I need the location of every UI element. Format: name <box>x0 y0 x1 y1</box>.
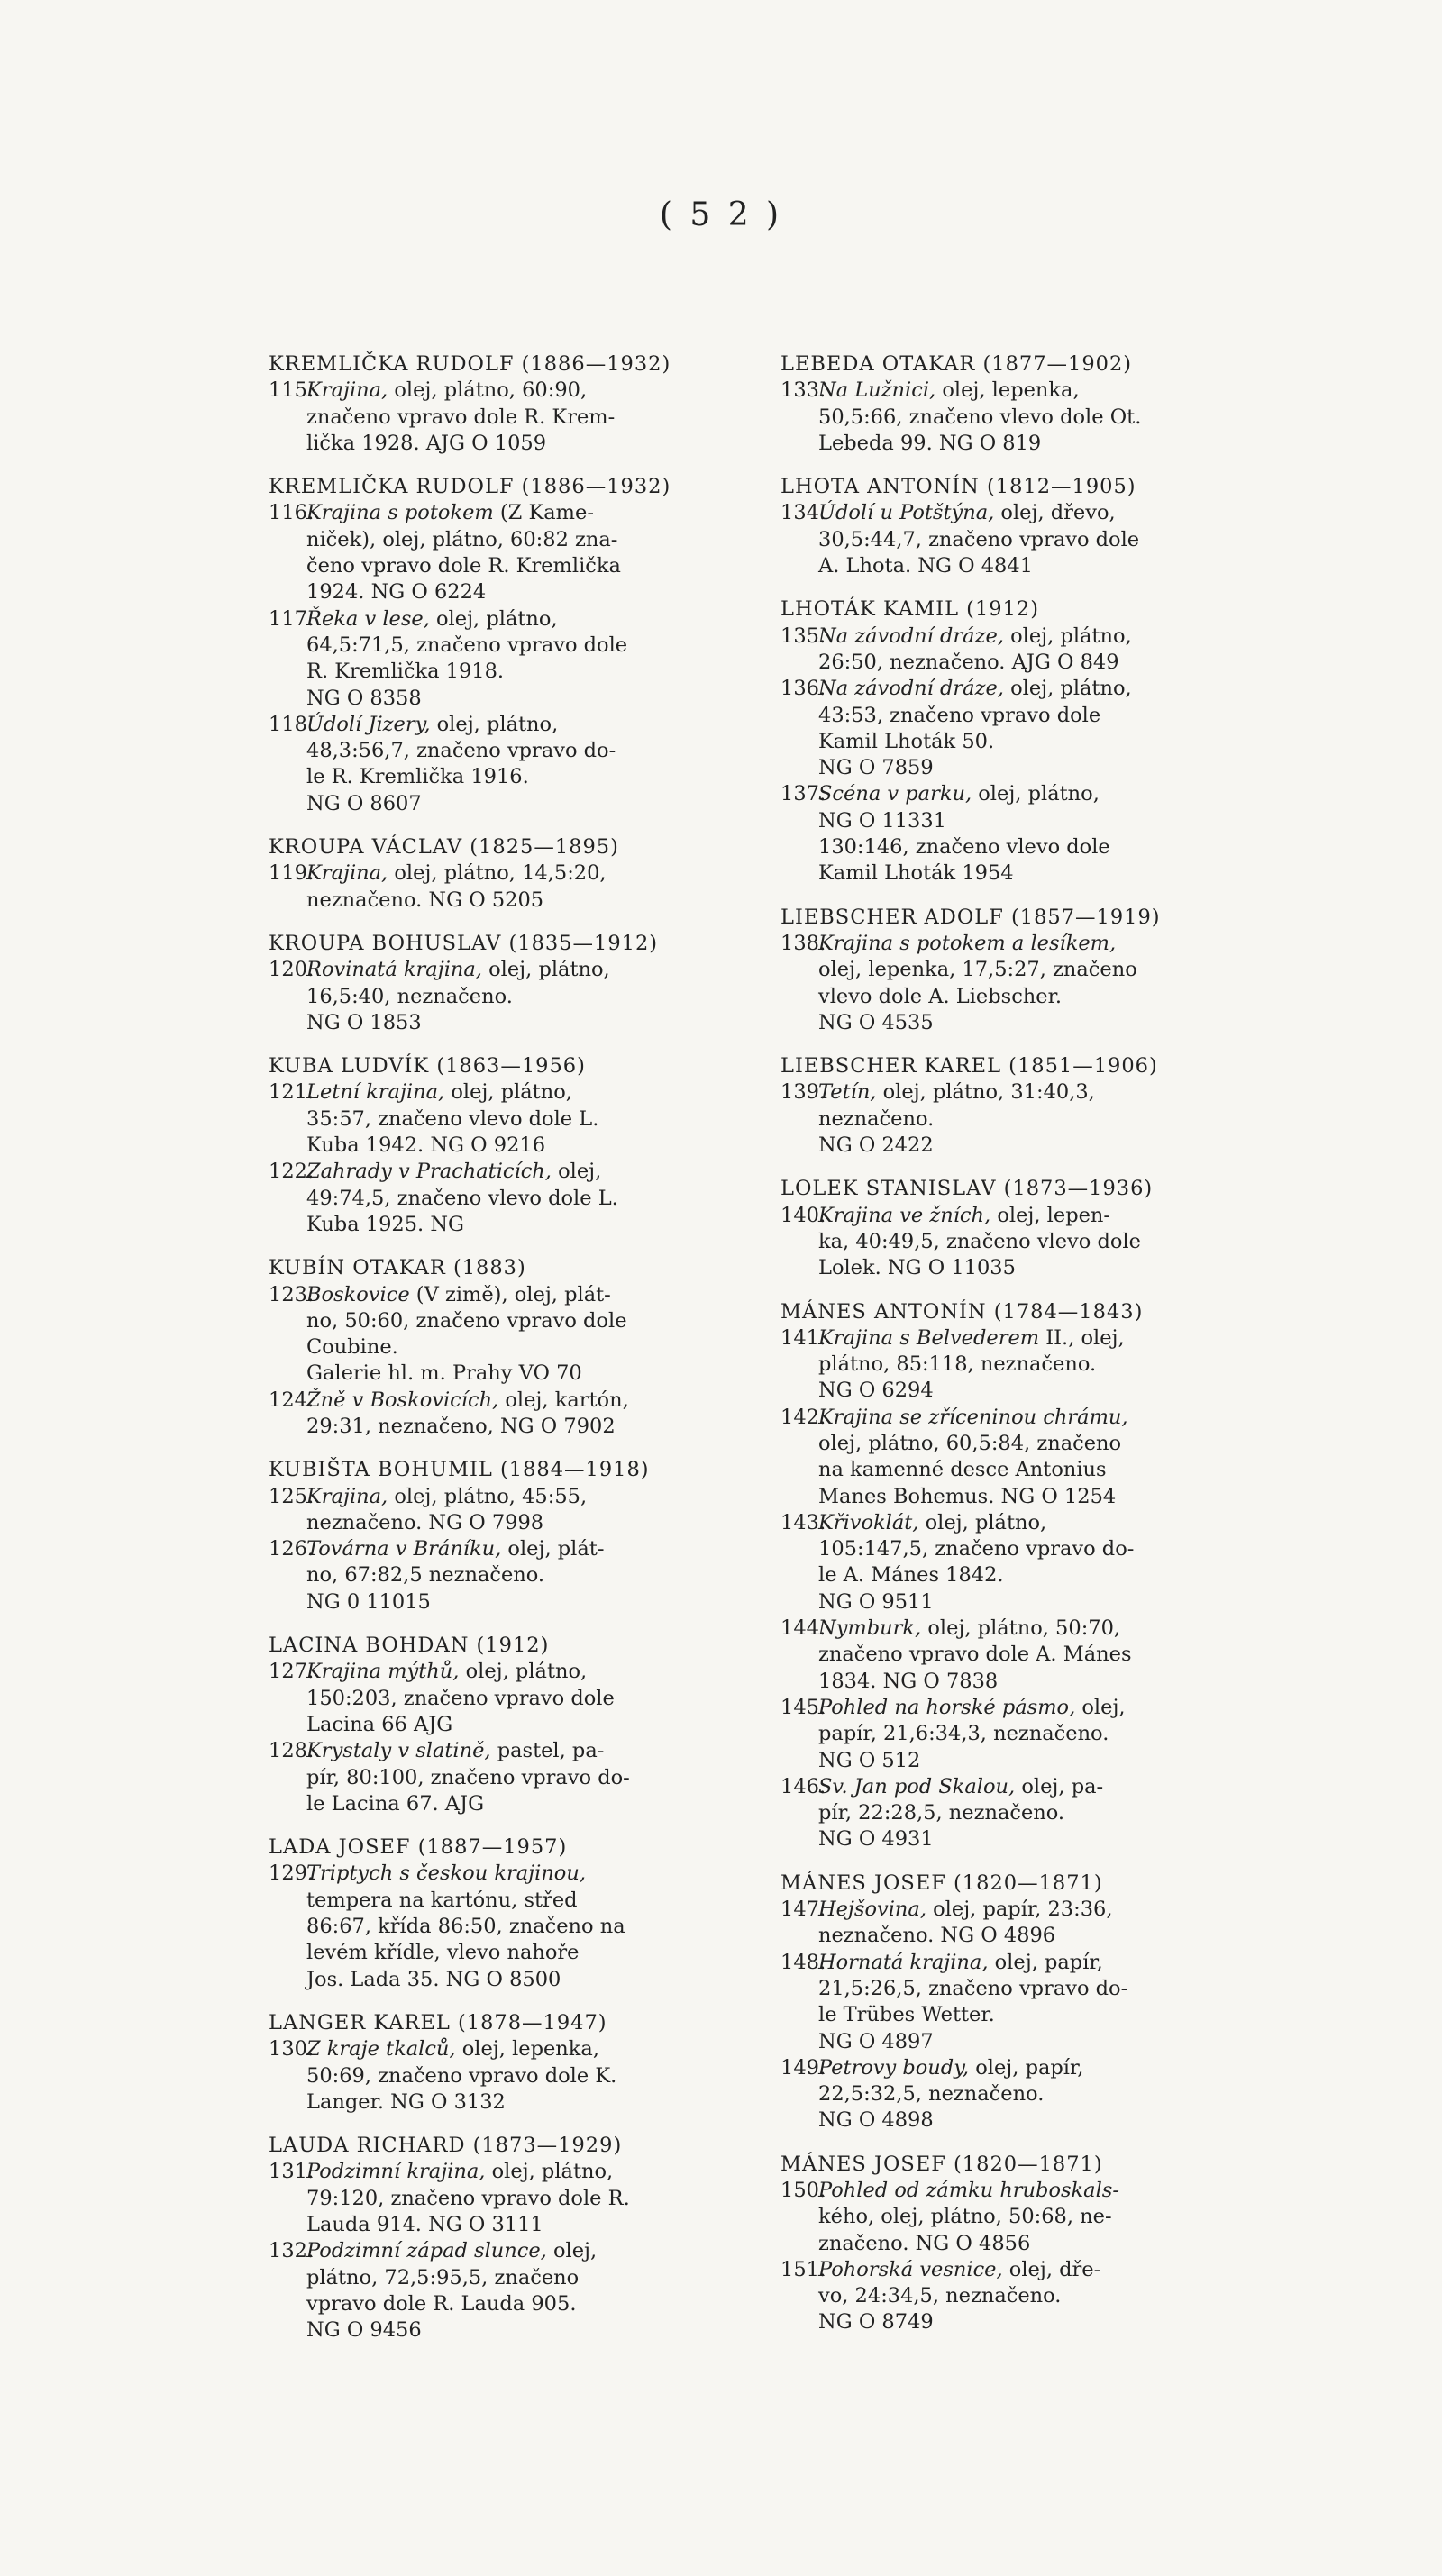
entry-text <box>306 1388 719 1441</box>
entry-detail: Kuba 1925. NG <box>306 1212 465 1236</box>
artist-heading: KUBÍN OTAKAR (1883) <box>269 1256 526 1280</box>
artwork-title: Pohled od zámku hruboskals- <box>818 2179 1119 2202</box>
catalog-entry <box>780 500 1231 579</box>
entry-detail: ka, 40:49,5, značeno vlevo dole <box>818 1229 1141 1253</box>
entry-number: 122. <box>269 1160 315 1184</box>
entry-detail: olej, kartón, <box>498 1388 629 1412</box>
entry-detail: NG O 4931 <box>818 1827 934 1852</box>
entry-text <box>306 1282 719 1388</box>
artwork-title: Petrovy boudy, <box>818 2055 970 2080</box>
artwork-title: Řeka v lese, <box>306 606 430 631</box>
left-column <box>269 351 719 2344</box>
entry-detail: olej, plátno, <box>481 958 610 982</box>
catalog-entry <box>269 1738 719 1817</box>
entry-detail: le A. Mánes 1842. <box>818 1563 1004 1588</box>
catalog-entry <box>269 1282 719 1388</box>
entry-number: 140. <box>780 1203 826 1227</box>
catalog-entry <box>269 606 719 712</box>
entry-detail: no, 50:60, značeno vpravo dole <box>306 1308 627 1333</box>
entry-detail: Langer. NG O 3132 <box>306 2089 506 2114</box>
entry-text <box>306 1484 719 1537</box>
artwork-title: Rovinatá krajina, <box>306 958 482 982</box>
entry-text <box>818 500 1231 579</box>
catalog-entry <box>780 2178 1231 2257</box>
entry-detail: le Trübes Wetter. <box>818 2003 995 2027</box>
entry-detail: neznačeno. NG O 4896 <box>818 1924 1056 1948</box>
entry-text <box>306 712 719 817</box>
entry-detail: NG O 9456 <box>306 2318 422 2343</box>
entry-number: 120. <box>269 958 315 982</box>
entry-detail: NG O 6294 <box>818 1379 934 1403</box>
entry-detail: vo, 24:34,5, neznačeno. <box>818 2284 1062 2308</box>
entry-detail: Lolek. NG O 11035 <box>818 1256 1016 1280</box>
entry-detail: papír, 21,6:34,3, neznačeno. <box>818 1722 1109 1746</box>
catalog-entry <box>269 1861 719 1992</box>
entry-text <box>818 781 1231 887</box>
artist-heading: KUBA LUDVÍK (1863—1956) <box>269 1054 586 1079</box>
entry-text <box>818 1405 1231 1510</box>
entry-detail: neznačeno. <box>818 1106 935 1131</box>
entry-text <box>818 1616 1231 1695</box>
entry-detail: olej, plátno, 60:90, <box>388 378 588 403</box>
catalog-entry <box>269 2159 719 2238</box>
entry-detail: olej, plátno, <box>485 2160 614 2184</box>
artist-heading: KROUPA VÁCLAV (1825—1895) <box>269 835 619 860</box>
catalog-entry <box>780 1325 1231 1405</box>
entry-detail: Coubine. <box>306 1335 398 1360</box>
artwork-title: Pohled na horské pásmo, <box>818 1695 1076 1719</box>
entry-number: 148. <box>780 1950 826 1974</box>
entry-detail: le R. Kremlička 1916. <box>306 765 529 789</box>
entry-detail: pír, 80:100, značeno vpravo do- <box>306 1765 630 1789</box>
catalog-entry <box>780 378 1231 457</box>
artist-heading: LIEBSCHER ADOLF (1857—1919) <box>780 905 1161 929</box>
artist-heading: KROUPA BOHUSLAV (1835—1912) <box>269 931 659 955</box>
entry-number: 145. <box>780 1695 826 1719</box>
entry-number: 115. <box>269 378 315 403</box>
entry-detail: vpravo dole R. Lauda 905. <box>306 2291 577 2316</box>
entry-text <box>818 624 1231 677</box>
entry-text <box>306 1536 719 1616</box>
entry-number: 138. <box>780 931 826 955</box>
entry-number: 132. <box>269 2239 315 2263</box>
entry-detail: olej, plátno, <box>429 606 558 631</box>
artwork-title: Boskovice <box>306 1282 410 1306</box>
artist-heading: LOLEK STANISLAV (1873—1936) <box>780 1177 1154 1201</box>
entry-detail: 64,5:71,5, značeno vpravo dole <box>306 633 628 657</box>
entry-detail: II., olej, <box>1039 1325 1125 1350</box>
entry-text <box>306 957 719 1036</box>
entry-number: 137. <box>780 782 826 806</box>
artwork-title: Krajina, <box>306 378 388 403</box>
entry-number: 133. <box>780 378 826 403</box>
artwork-title: Podzimní krajina, <box>306 2160 486 2184</box>
entry-detail: NG O 8749 <box>818 2310 934 2335</box>
entry-detail: značeno vpravo dole A. Mánes <box>818 1643 1132 1667</box>
artwork-title: Na Lužnici, <box>818 378 936 403</box>
entry-detail: 26:50, neznačeno. AJG O 849 <box>818 650 1119 674</box>
entry-number: 121. <box>269 1080 315 1105</box>
artist-heading: LADA JOSEF (1887—1957) <box>269 1835 568 1860</box>
entry-detail: olej, lepenka, <box>455 2037 599 2062</box>
entry-detail: olej, plátno, 14,5:20, <box>388 861 607 886</box>
artwork-title: Zahrady v Prachaticích, <box>306 1160 552 1184</box>
entry-text <box>818 1695 1231 1774</box>
catalog-entry <box>780 1510 1231 1616</box>
entry-text <box>306 378 719 457</box>
artist-heading: KREMLIČKA RUDOLF (1886—1932) <box>269 475 671 499</box>
entry-detail: olej, plátno, <box>444 1080 572 1105</box>
entry-text <box>306 1861 719 1992</box>
artwork-title: Hejšovina, <box>818 1898 926 1922</box>
entry-number: 143. <box>780 1510 826 1534</box>
entry-number: 125. <box>269 1484 315 1508</box>
artwork-title: Letní krajina, <box>306 1080 445 1105</box>
entry-number: 149. <box>780 2055 826 2080</box>
entry-detail: olej, plátno, 60,5:84, značeno <box>818 1431 1122 1455</box>
entry-detail: olej, pa- <box>1015 1774 1104 1798</box>
entry-detail: NG O 4535 <box>818 1010 934 1034</box>
entry-detail: olej, plátno, 50:70, <box>921 1616 1121 1641</box>
entry-detail: olej, papír, <box>969 2055 1084 2080</box>
entry-detail: olej, <box>551 1160 602 1184</box>
catalog-entry <box>269 1659 719 1738</box>
entry-detail: Kamil Lhoták 50. <box>818 729 995 753</box>
entry-detail: plátno, 72,5:95,5, značeno <box>306 2265 580 2289</box>
entry-number: 151. <box>780 2257 826 2281</box>
entry-number: 150. <box>780 2179 826 2202</box>
entry-detail: olej, dřevo, <box>994 501 1116 525</box>
entry-detail: olej, lepen- <box>990 1203 1111 1227</box>
artwork-title: Žně v Boskovicích, <box>306 1388 499 1412</box>
artwork-title: Sv. Jan pod Skalou, <box>818 1774 1016 1798</box>
artwork-title: Z kraje tkalců, <box>306 2037 456 2062</box>
entry-text <box>306 2036 719 2116</box>
entry-detail: NG 0 11015 <box>306 1589 431 1614</box>
catalog-entry <box>780 1950 1231 2055</box>
entry-detail: olej, lepenka, <box>935 378 1080 403</box>
entry-number: 116. <box>269 501 315 525</box>
catalog-entry <box>780 1203 1231 1282</box>
entry-text <box>306 1738 719 1817</box>
catalog-entry <box>269 1536 719 1616</box>
entry-detail: Kamil Lhoták 1954 <box>818 861 1014 886</box>
catalog-entry <box>269 957 719 1036</box>
artist-heading: LAUDA RICHARD (1873—1929) <box>269 2134 623 2158</box>
entry-text <box>818 1079 1231 1159</box>
entry-number: 146. <box>780 1774 826 1798</box>
artwork-title: Nymburk, <box>818 1616 922 1641</box>
entry-text <box>818 1203 1231 1282</box>
artwork-title: Údolí u Potštýna, <box>818 501 995 525</box>
entry-detail: 43:53, značeno vpravo dole <box>818 703 1101 727</box>
entry-detail: NG O 512 <box>818 1748 921 1772</box>
catalog-entry <box>780 1897 1231 1950</box>
entry-detail: neznačeno. NG O 7998 <box>306 1510 544 1534</box>
entry-detail: 1924. NG O 6224 <box>306 580 487 605</box>
entry-number: 139. <box>780 1080 826 1105</box>
entry-text <box>818 931 1231 1036</box>
entry-detail: olej, lepenka, 17,5:27, značeno <box>818 958 1137 982</box>
entry-number: 136. <box>780 677 826 701</box>
entry-detail: Lebeda 99. NG O 819 <box>818 431 1042 455</box>
entry-text <box>818 676 1231 781</box>
catalog-entry <box>269 1484 719 1537</box>
entry-text <box>818 1510 1231 1616</box>
artwork-title: Krajina s potokem a lesíkem, <box>818 931 1117 955</box>
entry-text <box>818 378 1231 457</box>
entry-detail: 29:31, neznačeno, NG O 7902 <box>306 1414 616 1438</box>
artwork-title: Tetín, <box>818 1080 877 1105</box>
entry-number: 117. <box>269 606 315 631</box>
catalog-entry <box>780 1774 1231 1853</box>
entry-detail: olej, plátno, 45:55, <box>388 1484 588 1508</box>
catalog-entry <box>269 712 719 817</box>
entry-detail: NG O 2422 <box>818 1133 934 1158</box>
entry-detail: olej, plátno, <box>459 1660 588 1684</box>
entry-detail: pír, 22:28,5, neznačeno. <box>818 1801 1065 1825</box>
entry-detail: značeno. NG O 4856 <box>818 2231 1031 2255</box>
entry-number: 142. <box>780 1405 826 1429</box>
entry-detail: Manes Bohemus. NG O 1254 <box>818 1484 1117 1508</box>
entry-detail: olej, dře- <box>1002 2257 1101 2281</box>
entry-text <box>818 2055 1231 2135</box>
entry-detail: tempera na kartónu, střed <box>306 1888 578 1912</box>
entry-detail: pastel, pa- <box>490 1739 605 1763</box>
artwork-title: Scéna v parku, <box>818 782 972 806</box>
entry-detail: neznačeno. NG O 5205 <box>306 887 544 912</box>
entry-number: 118. <box>269 712 315 736</box>
artist-heading: MÁNES JOSEF (1820—1871) <box>780 2152 1103 2176</box>
entry-detail: NG O 1853 <box>306 1010 422 1034</box>
artwork-title: Krajina se zříceninou chrámu, <box>818 1405 1128 1429</box>
catalog-entry <box>780 2055 1231 2135</box>
right-column <box>780 351 1231 2336</box>
catalog-entry <box>269 500 719 605</box>
artist-heading: MÁNES ANTONÍN (1784—1843) <box>780 1299 1144 1324</box>
entry-detail: NG O 9511 <box>818 1589 934 1614</box>
entry-text <box>818 1774 1231 1853</box>
entry-text <box>306 1079 719 1159</box>
artwork-title: Triptych s českou krajinou, <box>306 1861 587 1886</box>
entry-detail: olej, plátno, <box>1003 677 1132 701</box>
artwork-title: Krystaly v slatině, <box>306 1739 491 1763</box>
entry-detail: 30,5:44,7, značeno vpravo dole <box>818 527 1140 551</box>
entry-detail: 130:146, značeno vlevo dole <box>818 835 1110 860</box>
entry-detail: A. Lhota. NG O 4841 <box>818 554 1033 578</box>
catalog-entry <box>269 860 719 914</box>
catalog-entry <box>269 2036 719 2116</box>
catalog-entry <box>269 1159 719 1238</box>
artist-heading: LIEBSCHER KAREL (1851—1906) <box>780 1054 1158 1079</box>
entry-detail: 48,3:56,7, značeno vpravo do- <box>306 739 616 763</box>
entry-detail: plátno, 85:118, neznačeno. <box>818 1352 1097 1377</box>
entry-detail: (V zimě), olej, plát- <box>409 1282 611 1306</box>
entry-number: 135. <box>780 624 826 648</box>
artwork-title: Na závodní dráze, <box>818 624 1004 648</box>
entry-detail: olej, plátno, <box>972 782 1100 806</box>
entry-number: 119. <box>269 861 315 886</box>
entry-text <box>306 860 719 914</box>
entry-detail: 150:203, značeno vpravo dole <box>306 1686 615 1710</box>
entry-detail: 50:69, značeno vpravo dole K. <box>306 2063 617 2088</box>
catalog-entry <box>780 1079 1231 1159</box>
entry-text <box>306 1659 719 1738</box>
artwork-title: Krajina, <box>306 1484 388 1508</box>
artwork-title: Krajina s potokem <box>306 501 494 525</box>
entry-detail: kého, olej, plátno, 50:68, ne- <box>818 2205 1112 2229</box>
artist-heading: KREMLIČKA RUDOLF (1886—1932) <box>269 352 671 376</box>
entry-text <box>306 2159 719 2238</box>
entry-detail: čeno vpravo dole R. Kremlička <box>306 554 621 578</box>
entry-text <box>306 2238 719 2344</box>
artwork-title: Krajina ve žních, <box>818 1203 991 1227</box>
artist-heading: LHOTA ANTONÍN (1812—1905) <box>780 475 1136 499</box>
artwork-title: Křivoklát, <box>818 1510 919 1534</box>
entry-number: 141. <box>780 1325 826 1350</box>
entry-detail: olej, plátno, <box>430 712 559 736</box>
entry-number: 131. <box>269 2160 315 2184</box>
entry-detail: 49:74,5, značeno vlevo dole L. <box>306 1186 618 1210</box>
artist-heading: LEBEDA OTAKAR (1877—1902) <box>780 352 1133 376</box>
entry-text <box>818 2178 1231 2257</box>
artist-heading: LHOTÁK KAMIL (1912) <box>780 597 1039 622</box>
entry-detail: le Lacina 67. AJG <box>306 1791 485 1816</box>
catalog-entry <box>780 781 1231 887</box>
artwork-title: Krajina, <box>306 861 388 886</box>
entry-detail: olej, papír, <box>988 1950 1103 1974</box>
entry-detail: Kuba 1942. NG O 9216 <box>306 1133 546 1158</box>
entry-detail: olej, plátno, <box>1003 624 1132 648</box>
artwork-title: Podzimní západ slunce, <box>306 2239 547 2263</box>
artwork-title: Hornatá krajina, <box>818 1950 989 1974</box>
artist-heading: LACINA BOHDAN (1912) <box>269 1634 550 1658</box>
artwork-title: Krajina mýthů, <box>306 1660 460 1684</box>
entry-detail: 50,5:66, značeno vlevo dole Ot. <box>818 405 1142 429</box>
entry-detail: 16,5:40, neznačeno. <box>306 984 513 1008</box>
entry-detail: NG O 8607 <box>306 791 422 815</box>
entry-number: 134. <box>780 501 826 525</box>
entry-number: 144. <box>780 1616 826 1641</box>
entry-detail: Lacina 66 AJG <box>306 1712 453 1736</box>
catalog-entry <box>269 378 719 457</box>
entry-detail: NG O 4897 <box>818 2029 934 2053</box>
catalog-entry <box>780 624 1231 677</box>
artwork-title: Údolí Jizery, <box>306 712 431 736</box>
entry-detail: lička 1928. AJG O 1059 <box>306 431 547 455</box>
entry-detail: 79:120, značeno vpravo dole R. <box>306 2186 630 2210</box>
entry-text <box>306 606 719 712</box>
artwork-title: Na závodní dráze, <box>818 677 1004 701</box>
entry-detail: Jos. Lada 35. NG O 8500 <box>306 1967 561 1991</box>
entry-detail: 105:147,5, značeno vpravo do- <box>818 1537 1135 1561</box>
entry-number: 128. <box>269 1739 315 1763</box>
entry-number: 129. <box>269 1861 315 1886</box>
artwork-title: Krajina s Belvederem <box>818 1325 1040 1350</box>
entry-number: 123. <box>269 1282 315 1306</box>
entry-detail: olej, <box>1075 1695 1126 1719</box>
catalog-entry <box>780 2257 1231 2336</box>
entry-detail: 86:67, křída 86:50, značeno na <box>306 1915 625 1939</box>
artist-heading: KUBIŠTA BOHUMIL (1884—1918) <box>269 1458 650 1482</box>
entry-number: 124. <box>269 1388 315 1412</box>
entry-detail: NG O 4898 <box>818 2108 934 2133</box>
entry-detail: olej, plátno, 31:40,3, <box>876 1080 1095 1105</box>
entry-text <box>306 1159 719 1238</box>
catalog-entry <box>269 1079 719 1159</box>
entry-detail: no, 67:82,5 neznačeno. <box>306 1563 545 1588</box>
entry-detail: Lauda 914. NG O 3111 <box>306 2213 543 2236</box>
catalog-entry <box>780 1405 1231 1510</box>
entry-detail: na kamenné desce Antonius <box>818 1458 1107 1482</box>
catalog-entry <box>780 931 1231 1036</box>
catalog-entry <box>269 2238 719 2344</box>
artist-heading: LANGER KAREL (1878—1947) <box>269 2010 607 2034</box>
catalog-entry <box>780 676 1231 781</box>
catalog-entry <box>780 1695 1231 1774</box>
entry-number: 130. <box>269 2037 315 2062</box>
entry-detail: olej, <box>546 2239 598 2263</box>
entry-detail: levém křídle, vlevo nahoře <box>306 1941 580 1965</box>
catalog-entry <box>269 1388 719 1441</box>
entry-detail: 1834. NG O 7838 <box>818 1669 999 1693</box>
entry-text <box>818 1325 1231 1405</box>
artwork-title: Pohorská vesnice, <box>818 2257 1003 2281</box>
entry-detail: 21,5:26,5, značeno vpravo do- <box>818 1976 1128 2000</box>
entry-detail: olej, papír, 23:36, <box>926 1898 1113 1922</box>
artwork-title: Továrna v Bráníku, <box>306 1537 502 1561</box>
entry-detail: NG O 11331 <box>818 808 946 833</box>
page-number: ( 5 2 ) <box>659 196 783 233</box>
entry-text <box>818 1897 1231 1950</box>
entry-text <box>818 1950 1231 2055</box>
entry-number: 147. <box>780 1898 826 1922</box>
entry-detail: značeno vpravo dole R. Krem- <box>306 405 616 429</box>
entry-number: 127. <box>269 1660 315 1684</box>
catalog-entry <box>780 1616 1231 1695</box>
entry-detail: R. Kremlička 1918. <box>306 660 505 684</box>
entry-detail: vlevo dole A. Liebscher. <box>818 984 1063 1008</box>
entry-detail: NG O 7859 <box>818 756 934 780</box>
entry-detail: Galerie hl. m. Prahy VO 70 <box>306 1361 582 1386</box>
entry-detail: niček), olej, plátno, 60:82 zna- <box>306 527 618 551</box>
entry-text <box>306 500 719 605</box>
entry-detail: olej, plátno, <box>918 1510 1047 1534</box>
entry-detail: (Z Kame- <box>493 501 594 525</box>
artist-heading: MÁNES JOSEF (1820—1871) <box>780 1871 1103 1895</box>
entry-number: 126. <box>269 1537 315 1561</box>
entry-detail: NG O 8358 <box>306 686 422 710</box>
entry-detail: olej, plát- <box>501 1537 605 1561</box>
entry-text <box>818 2257 1231 2336</box>
entry-detail: 35:57, značeno vlevo dole L. <box>306 1106 599 1131</box>
entry-detail: 22,5:32,5, neznačeno. <box>818 2082 1045 2107</box>
